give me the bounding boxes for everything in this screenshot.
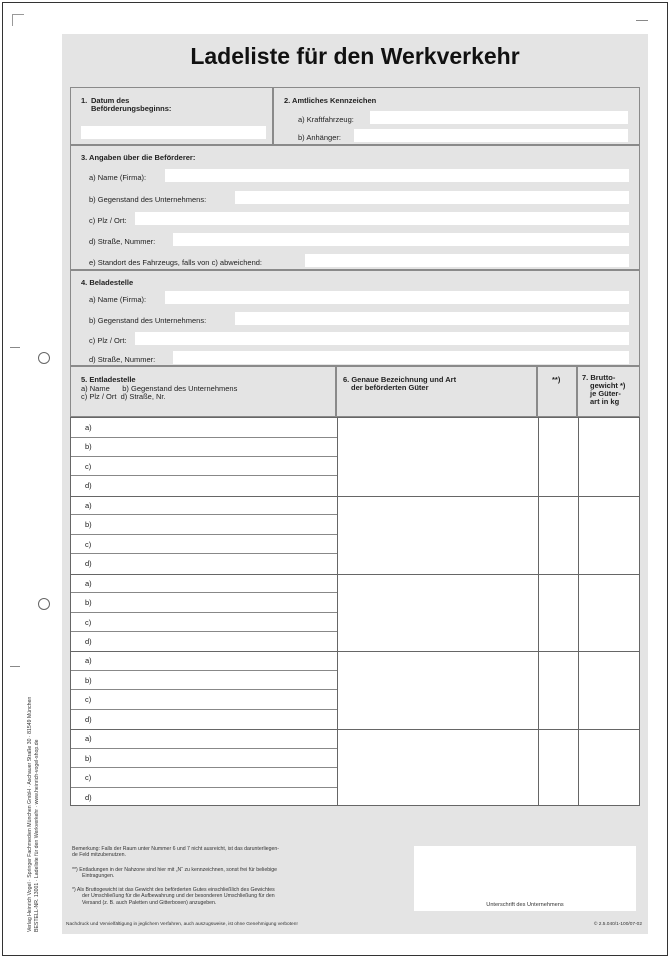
table-row[interactable]	[71, 749, 337, 769]
row-label: d)	[85, 559, 92, 569]
table-row[interactable]	[71, 632, 337, 652]
row-label: a)	[85, 656, 92, 666]
fold-mark	[10, 666, 20, 667]
note-gross-weight: *) Als Bruttogewicht ist das Gewicht des beförderten Gutes einschließlich des Gewichtes der Umschließung für die Aufbewahrung und der besonderen Umschließung für den Versand (z. B. auch Paletten und Gitterboxen) anzugeben.	[72, 887, 275, 906]
table-row[interactable]	[71, 613, 337, 633]
table-row[interactable]	[71, 788, 337, 808]
table-row[interactable]	[71, 651, 337, 671]
loading-street-field[interactable]	[173, 351, 629, 364]
row-label: c)	[85, 539, 92, 549]
section-7-weight-header: 7. Brutto- gewicht *) je Güter- art in kg	[577, 366, 640, 417]
row-label: c)	[85, 461, 92, 471]
table-row[interactable]	[71, 690, 337, 710]
crop-mark	[12, 14, 24, 26]
table-row[interactable]	[71, 457, 337, 477]
nahzone-header: **)	[537, 366, 577, 417]
section-5-unloading-header: 5. Entladestelle a) Name b) Gegenstand des Unternehmens c) Plz / Ort d) Straße, Nr.	[70, 366, 336, 417]
row-label: d)	[85, 481, 92, 491]
row-label: d)	[85, 714, 92, 724]
carrier-zip-city-field[interactable]	[135, 212, 629, 225]
table-row[interactable]	[71, 496, 337, 516]
row-label: d)	[85, 636, 92, 646]
row-label: c)	[85, 773, 92, 783]
table-row[interactable]	[71, 554, 337, 574]
section-3-carrier: 3. Angaben über die Beförderer: a) Name (Firma): b) Gegenstand des Unternehmens: c) Plz / Ort: d) Straße, Nummer: e) Standort des Fahrzeugs, falls von c) abweichend:	[70, 145, 640, 270]
unloading-table	[70, 417, 640, 806]
section-1-date: 1. Datum des Beförderungsbeginns:	[70, 87, 273, 145]
vehicle-location-field[interactable]	[305, 254, 629, 267]
row-label: d)	[85, 792, 92, 802]
loading-zip-city-field[interactable]	[135, 332, 629, 345]
row-label: a)	[85, 423, 92, 432]
table-row[interactable]	[71, 437, 337, 457]
row-label: b)	[85, 675, 92, 685]
column-divider	[538, 418, 539, 805]
row-label: a)	[85, 734, 92, 744]
loading-business-field[interactable]	[235, 312, 629, 325]
carrier-business-field[interactable]	[235, 191, 629, 204]
vehicle-plate-field[interactable]	[370, 111, 628, 124]
table-row[interactable]	[71, 768, 337, 788]
row-label: b)	[85, 598, 92, 608]
row-label: b)	[85, 520, 92, 530]
punch-hole-icon	[38, 352, 50, 364]
section-2-plates: 2. Amtliches Kennzeichen a) Kraftfahrzeug: b) Anhänger:	[273, 87, 640, 145]
copyright-text: Nachdruck und Vervielfältigung in jeglichem Verfahren, auch auszugsweise, ist ohne Genehmigung verboten!	[66, 922, 298, 927]
carrier-name-field[interactable]	[165, 169, 629, 182]
section-6-goods-header: 6. Genaue Bezeichnung und Art der beförderten Güter	[336, 366, 537, 417]
row-label: b)	[85, 442, 92, 452]
trailer-plate-field[interactable]	[354, 129, 628, 142]
page-title: Ladeliste für den Werkverkehr	[190, 43, 520, 69]
date-field[interactable]	[81, 126, 266, 139]
form-code: © 2.5.040/1-100/07-02	[593, 922, 642, 927]
section-4-loading-site: 4. Beladestelle a) Name (Firma): b) Gegenstand des Unternehmens: c) Plz / Ort: d) Straße, Nummer:	[70, 270, 640, 366]
table-row[interactable]	[71, 710, 337, 730]
table-row[interactable]	[71, 515, 337, 535]
loading-name-field[interactable]	[165, 291, 629, 304]
table-row[interactable]	[71, 476, 337, 496]
column-divider	[578, 418, 579, 805]
table-row[interactable]	[71, 671, 337, 691]
signature-field[interactable]: Unterschrift des Unternehmens	[414, 846, 636, 911]
row-label: b)	[85, 753, 92, 763]
row-label: c)	[85, 617, 92, 627]
row-label: c)	[85, 695, 92, 705]
fold-mark	[10, 347, 20, 348]
note-nahzone: **) Entladungen in der Nahzone sind hier mit „N“ zu kennzeichnen, sonst frei für beliebige Eintragungen.	[72, 867, 278, 880]
row-label: a)	[85, 578, 92, 588]
form-sheet	[62, 34, 648, 934]
table-row[interactable]	[71, 418, 337, 438]
fold-mark	[636, 20, 648, 21]
column-divider	[337, 418, 338, 805]
publisher-side-text: Verlag Heinrich Vogel · Springer Fachmedien München GmbH · Aschauer Straße 30 · 81549 München BESTELL-NR. 13001 · Ladeliste für den Werkverkehr · www.heinrich-vogel-shop.de	[27, 696, 40, 932]
table-row[interactable]	[71, 593, 337, 613]
table-row[interactable]	[71, 574, 337, 594]
carrier-street-field[interactable]	[173, 233, 629, 246]
table-row[interactable]	[71, 729, 337, 749]
remark-text: Bemerkung: Falls der Raum unter Nummer 6 und 7 nicht ausreicht, ist das darunterliegen- de Feld mitzubenutzen.	[72, 846, 280, 859]
row-label: a)	[85, 500, 92, 510]
table-row[interactable]	[71, 535, 337, 555]
